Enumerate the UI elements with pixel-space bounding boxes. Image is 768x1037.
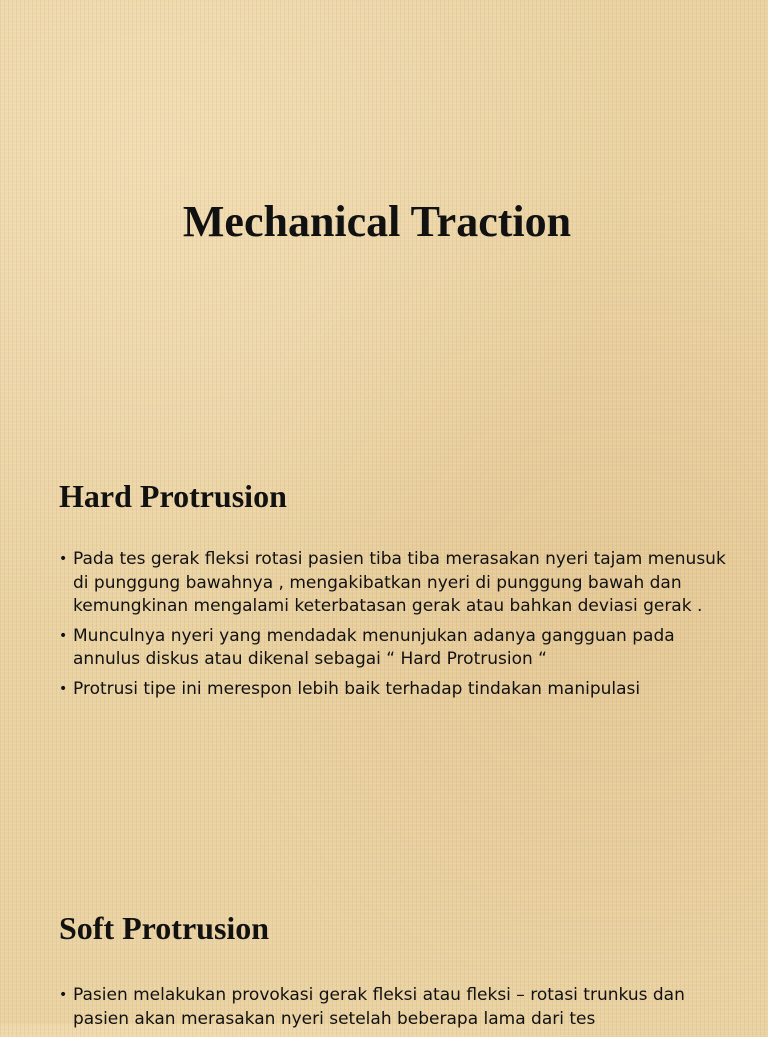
section-soft-protrusion bbox=[59, 908, 739, 1037]
bullet-icon: • bbox=[59, 551, 68, 567]
section-heading: Soft Protrusion bbox=[59, 910, 270, 946]
section-hard-protrusion bbox=[59, 476, 739, 707]
bullet-icon: • bbox=[59, 680, 68, 697]
bullet-item bbox=[59, 678, 739, 702]
section-heading: Hard Protrusion bbox=[59, 478, 287, 514]
bullet-text: Pada tes gerak fleksi rotasi pasien tiba tiba merasakan nyeri tajam menusuk di punggung bawahnya , mengakibatkan nyeri di punggung bawah dan kemungkinan mengalami keterbatasan gerak atau bahkan deviasi gerak . bbox=[73, 549, 726, 616]
bullet-icon: • bbox=[59, 627, 68, 644]
bullet-list bbox=[59, 548, 739, 701]
bullet-text: Protrusi tipe ini merespon lebih baik terhadap tindakan manipulasi bbox=[73, 678, 641, 699]
bullet-text: Pasien melakukan provokasi gerak fleksi atau fleksi – rotasi trunkus dan pasien akan merasakan nyeri setelah beberapa lama dari tes bbox=[73, 985, 685, 1029]
slide-title: Mechanical Traction bbox=[182, 197, 572, 247]
bullet-text: Munculnya nyeri yang mendadak menunjukan adanya gangguan pada annulus diskus atau dikenal sebagai “ Hard Protrusion “ bbox=[73, 625, 675, 669]
bullet-item bbox=[59, 625, 739, 672]
bullet-icon: • bbox=[59, 987, 68, 1003]
bullet-item bbox=[59, 548, 739, 619]
